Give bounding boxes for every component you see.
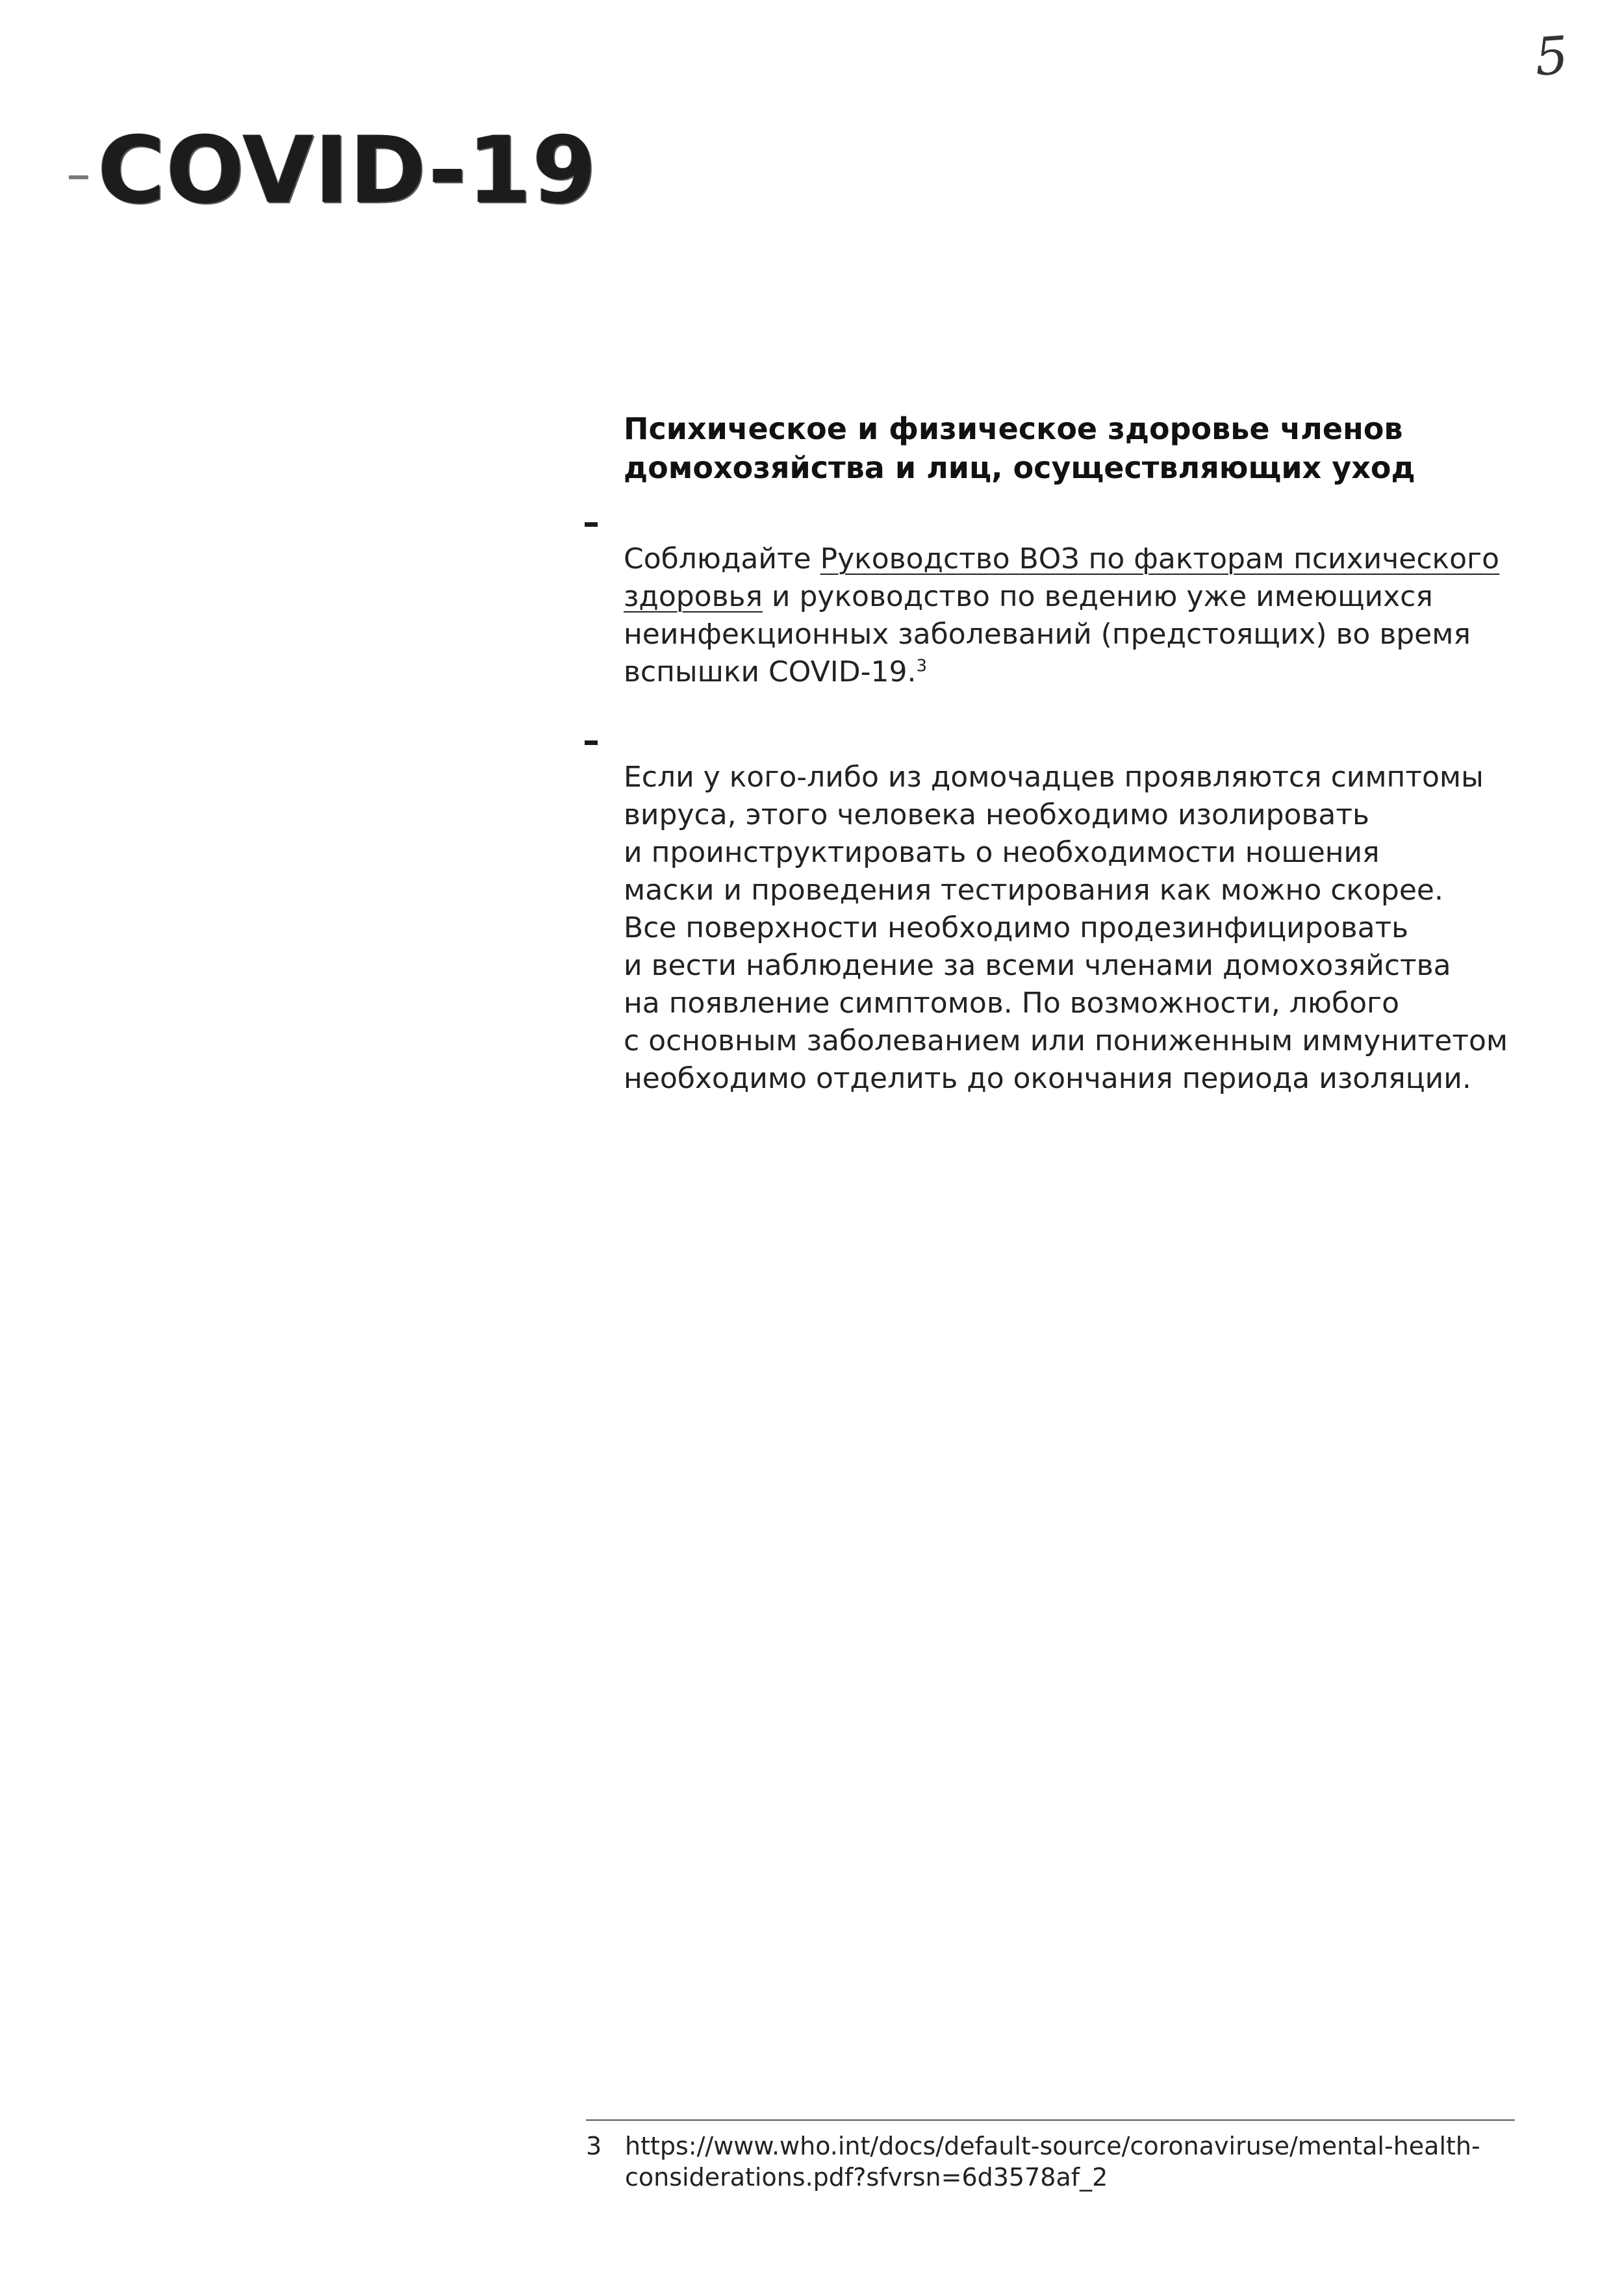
footnote-url[interactable]: https://www.who.int/docs/default-source/coronaviruse/mental-health- considerations.pdf?sfvrsn=6d3578af_2 (625, 2132, 1480, 2192)
section-heading: Психическое и физическое здоровье членов домохозяйства и лиц, осуществляющих уход (624, 411, 1415, 485)
health-section (624, 409, 1546, 1128)
bullet-list (624, 503, 1546, 1098)
handwritten-page-number: 5 (1532, 25, 1571, 88)
bullet-item-isolation (624, 721, 1546, 1098)
footnote-number: 3 (586, 2132, 602, 2160)
footnote-reference[interactable]: 3 (916, 656, 927, 676)
bullet-dash-icon (585, 740, 598, 745)
bullet-text-isolation: Если у кого-либо из домочадцев проявляются симптомы вируса, этого человека необходимо изолировать и проинструктировать о необходимости ношения маски и проведения тестирования как можно скорее. Все поверхности необходимо продезинфицировать и вести наблюдение за всеми членами домохозяйства на появление симптомов. По возможности, любого с основным заболеванием или пониженным иммунитетом необходимо отделить до окончания периода изоляции. (624, 761, 1508, 1095)
scan-mark (69, 175, 88, 179)
bullet-dash-icon (585, 522, 598, 527)
document-title: COVID-19 (97, 117, 597, 224)
bullet-text-rest: и руководство по ведению уже имеющихся неинфекционных заболеваний (предстоящих) во время вспышки COVID-19. (624, 580, 1471, 689)
bullet-item-guidance (624, 503, 1546, 691)
who-guidance-link[interactable]: Руководство ВОЗ по факторам психического здоровья (624, 542, 1500, 613)
footnote-divider (586, 2119, 1515, 2121)
footnote (586, 2130, 1528, 2193)
bullet-text-intro: Соблюдайте (624, 542, 820, 575)
